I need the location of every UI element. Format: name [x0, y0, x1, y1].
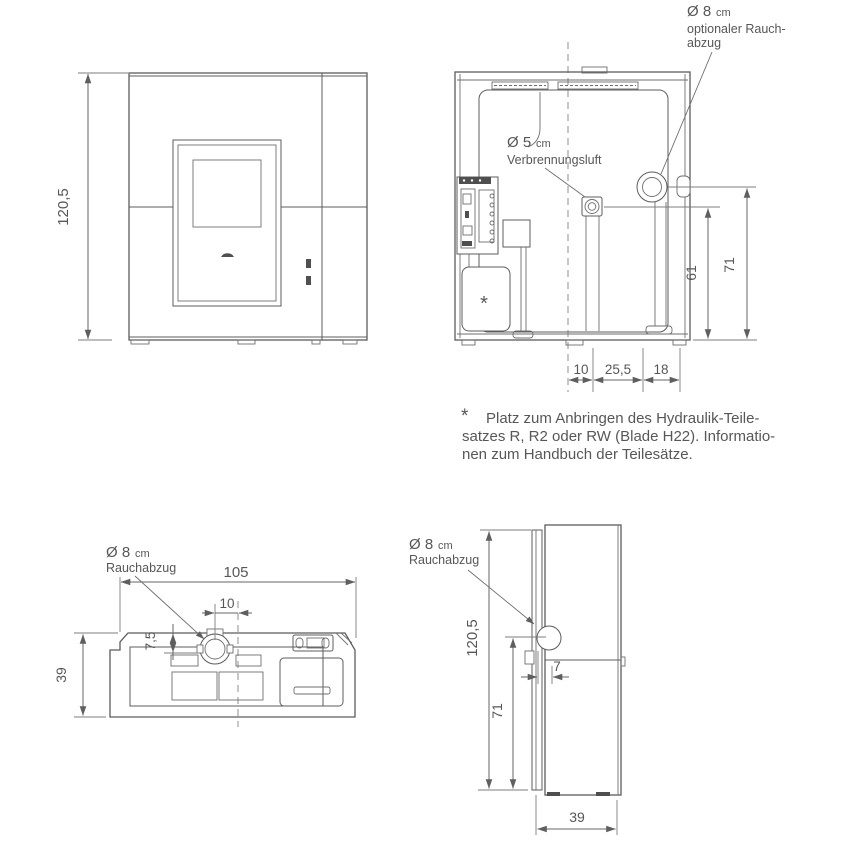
flue-diameter-value: Ø 8: [687, 3, 712, 20]
combustion-air-inlet: [582, 197, 602, 216]
dim-side-flue-depth-value: 7: [553, 659, 561, 674]
side-flue-outlet: [537, 626, 561, 650]
control-board: [457, 177, 498, 254]
dim-side-flue-height-value: 71: [489, 703, 505, 719]
dim-air-height: 61: [683, 265, 699, 281]
dim-flue-height: 71: [721, 257, 737, 273]
footnote-marker: *: [461, 406, 469, 427]
dim-flue-inset-value: 7,5: [143, 631, 158, 651]
svg-text:Rauchabzug: Rauchabzug: [409, 553, 480, 567]
top-flue-diameter-unit: cm: [135, 548, 150, 560]
footnote-line1: Platz zum Anbringen des Hydraulik-Teile-: [486, 410, 760, 427]
air-diameter-unit: cm: [536, 138, 551, 150]
dim-top-offset-value: 10: [219, 596, 235, 611]
air-diameter-value: Ø 5: [507, 134, 532, 151]
door-hinge-upper: [306, 259, 311, 268]
dim-top-depth-value: 39: [53, 667, 69, 683]
dim-flue-offset: 10: [573, 362, 589, 377]
svg-text:optionaler Rauch-: optionaler Rauch-: [687, 22, 786, 36]
svg-text:Verbrennungsluft: Verbrennungsluft: [507, 153, 602, 167]
svg-text:abzug: abzug: [687, 36, 722, 50]
hydraulic-kit-space: [462, 267, 510, 331]
flue-diameter-unit: cm: [716, 7, 731, 19]
footnote-line2: satzes R, R2 oder RW (Blade H22). Informatio-: [462, 428, 776, 445]
optional-flue-outlet: [637, 172, 667, 202]
footnote-line3: nen zum Handbuch der Teilesätze.: [462, 446, 693, 463]
dim-side-height-value: 120,5: [464, 619, 481, 657]
side-flue-diameter-value: Ø 8: [409, 536, 434, 553]
dim-edge-span: 18: [653, 362, 669, 377]
top-flue-diameter-value: Ø 8: [106, 544, 131, 561]
rear-side-tab: [677, 176, 690, 197]
kit-marker-asterisk: *: [480, 293, 488, 315]
front-height-value: 120,5: [55, 188, 72, 226]
side-rear-clip: [525, 651, 534, 664]
door-hinge-lower: [306, 276, 311, 285]
dim-mid-span: 25,5: [604, 362, 632, 377]
side-flue-diameter-unit: cm: [438, 540, 453, 552]
svg-text:Rauchabzug: Rauchabzug: [106, 561, 177, 575]
dim-side-depth-value: 39: [569, 809, 585, 825]
junction-box: [503, 220, 530, 247]
dim-width-value: 105: [223, 564, 249, 581]
